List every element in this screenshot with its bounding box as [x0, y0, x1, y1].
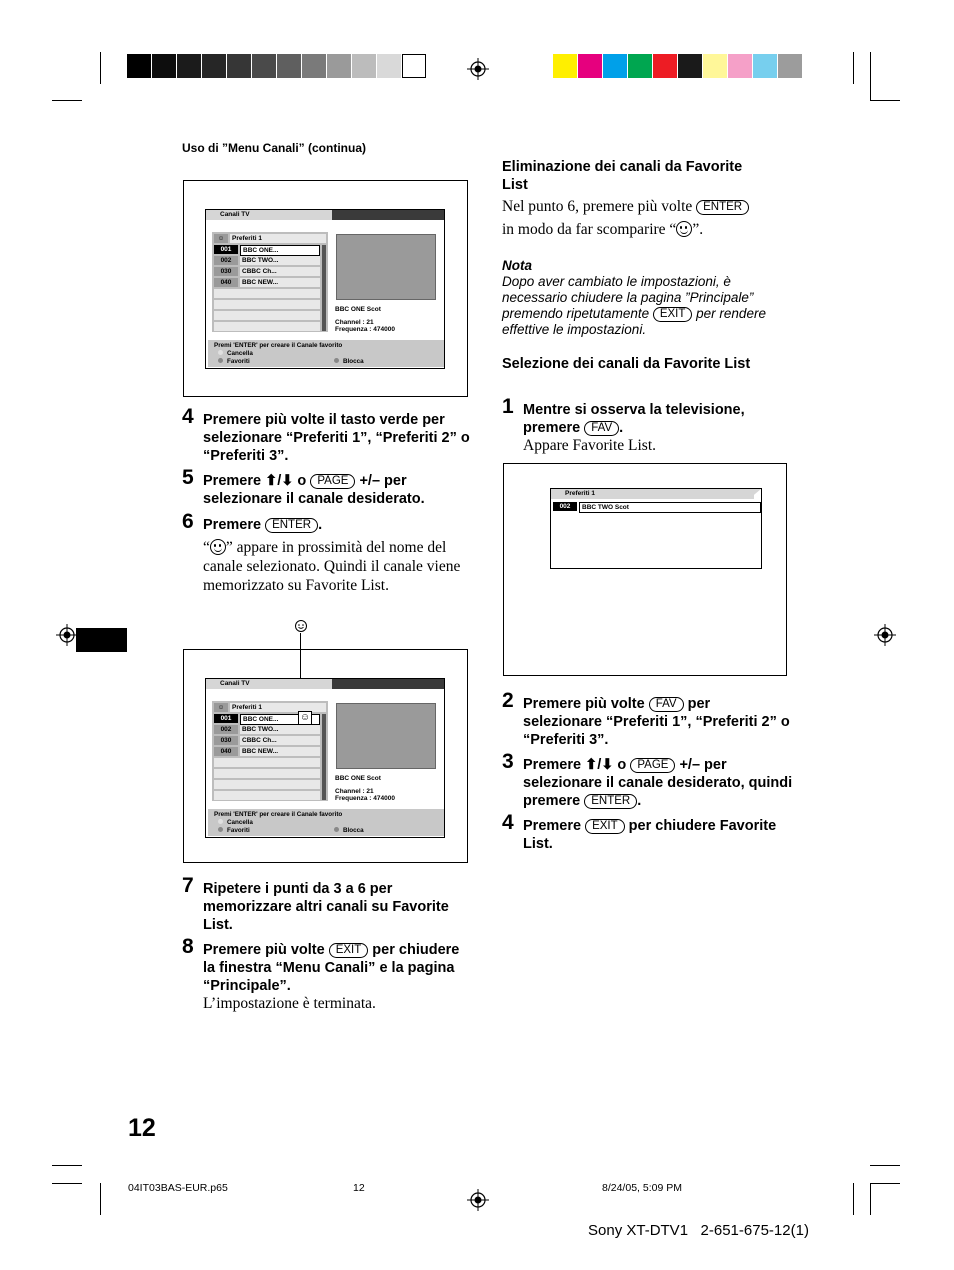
crop-mark	[870, 1165, 900, 1166]
color-swatch	[653, 54, 677, 78]
gray-swatch	[377, 54, 401, 78]
channel-list-pane: ☺ Preferiti 1 001 BBC ONE... 002 BBC TWO... 030 CBBC Ch... 040 BBC NEW...	[212, 232, 328, 332]
channel-list-pane: ☺ Preferiti 1 001 BBC ONE... 002 BBC TWO... 030 CBBC Ch... 040 BBC NEW... ☺	[212, 701, 328, 801]
registration-target-icon	[874, 624, 896, 646]
scrollbar[interactable]	[322, 714, 326, 800]
gray-swatch	[327, 54, 351, 78]
channel-info: BBC ONE Scot Channel : 21 Frequenza : 474000	[335, 775, 395, 802]
crop-mark	[870, 1183, 871, 1215]
color-swatch	[753, 54, 777, 78]
favorite-list-panel	[550, 488, 762, 569]
registration-target-icon	[56, 624, 78, 646]
hint-bar: Premi 'ENTER' per creare il Canale favorito Cancella Favoriti Blocca	[208, 809, 444, 836]
registration-target-icon	[467, 1189, 489, 1211]
list-title-row: ☺ Preferiti 1	[214, 234, 326, 243]
color-swatch	[553, 54, 577, 78]
color-swatch	[578, 54, 602, 78]
note-title: Nota	[502, 258, 532, 273]
gray-swatch	[402, 54, 426, 78]
page-key: PAGE	[630, 758, 675, 773]
color-swatch	[678, 54, 702, 78]
page-key: PAGE	[310, 474, 355, 489]
crop-mark	[870, 100, 900, 101]
color-swatch	[603, 54, 627, 78]
exit-key: EXIT	[585, 819, 625, 834]
crop-mark	[100, 52, 101, 84]
enter-key: ENTER	[265, 518, 318, 533]
gray-swatch	[302, 54, 326, 78]
gray-swatch	[127, 54, 151, 78]
preview-window	[336, 703, 436, 769]
footer-page: 12	[353, 1182, 365, 1194]
enter-key: ENTER	[696, 200, 749, 215]
right-step-4: 4 Premere EXIT per chiudere Favorite List.	[502, 811, 777, 852]
smiley-callout-icon	[294, 619, 308, 633]
note-block: Nota Dopo aver cambiato le impostazioni, è necessario chiudere la pagina ”Principale” premendo ripetutamente EXIT per rendere effettive le impostazioni.	[502, 258, 792, 338]
section-header: Uso di ”Menu Canali” (continua)	[182, 141, 367, 155]
crop-mark	[52, 1165, 82, 1166]
heading-eliminazione: Eliminazione dei canali da Favorite List	[502, 159, 743, 193]
gray-swatch	[277, 54, 301, 78]
channel-menu-1	[205, 209, 445, 369]
step-8: 8 Premere più volte EXIT per chiudere la finestra “Menu Canali” e la pagina “Principale”. L’impostazione è terminata.	[182, 935, 460, 1012]
elim-text: Nel punto 6, premere più volte ENTER in modo da far scomparire “ ”.	[502, 195, 792, 241]
smiley-icon	[676, 221, 692, 237]
gray-swatch	[227, 54, 251, 78]
crop-mark	[870, 1183, 900, 1184]
exit-key: EXIT	[329, 943, 369, 958]
right-step-3: 3 Premere ⬆/⬇ o PAGE +/– per selezionare il canale desiderato, quindi premere ENTER .	[502, 750, 793, 809]
heading-selezione: Selezione dei canali da Favorite List	[502, 356, 751, 372]
fav-key: FAV	[584, 421, 619, 436]
color-swatch	[778, 54, 802, 78]
gray-swatch	[177, 54, 201, 78]
fav-key: FAV	[649, 697, 684, 712]
gray-swatch	[202, 54, 226, 78]
crop-mark	[853, 1183, 854, 1215]
list-title-row: ☺ Preferiti 1	[214, 703, 326, 712]
menu-title: Canali TV	[206, 210, 444, 220]
registration-target-icon	[467, 58, 489, 80]
scrollbar[interactable]	[322, 245, 326, 331]
crop-mark	[870, 52, 871, 100]
crop-mark	[52, 1183, 82, 1184]
step-4: 4 Premere più volte il tasto verde per selezionare “Preferiti 1”, “Preferiti 2” o “Preferiti 3”.	[182, 405, 470, 464]
step-7: 7 Ripetere i punti da 3 a 6 per memorizzare altri canali su Favorite List.	[182, 874, 449, 933]
favorite-list-title: Preferiti 1	[551, 489, 754, 499]
list-item[interactable]: 002 BBC TWO Scot	[553, 502, 761, 511]
right-step-2: 2 Premere più volte FAV per selezionare “Preferiti 1”, “Preferiti 2” o “Preferiti 3”.	[502, 689, 790, 748]
footer-file: 04IT03BAS-EUR.p65	[128, 1182, 228, 1194]
exit-key: EXIT	[653, 307, 693, 322]
color-swatch	[728, 54, 752, 78]
smiley-icon	[210, 539, 226, 555]
step-5: 5 Premere ⬆/⬇ o PAGE +/– per selezionare il canale desiderato.	[182, 466, 425, 507]
gray-swatch	[352, 54, 376, 78]
right-step-1: 1 Mentre si osserva la televisione, premere FAV . Appare Favorite List.	[502, 395, 745, 454]
enter-key: ENTER	[584, 794, 637, 809]
preview-window	[336, 234, 436, 300]
color-swatch	[628, 54, 652, 78]
section-tab	[76, 628, 127, 652]
crop-mark	[100, 1183, 101, 1215]
gray-swatch	[152, 54, 176, 78]
crop-mark	[853, 52, 854, 84]
step-6: 6 Premere ENTER . “ ” appare in prossimità del nome del canale selezionato. Quindi il canale viene memorizzato su Favorite List.	[182, 510, 461, 594]
channel-menu-2	[205, 678, 445, 838]
color-swatch	[703, 54, 727, 78]
menu-title: Canali TV	[206, 679, 444, 689]
channel-info: BBC ONE Scot Channel : 21 Frequenza : 474000	[335, 306, 395, 333]
footer-date: 8/24/05, 5:09 PM	[602, 1182, 682, 1194]
crop-mark	[52, 100, 82, 101]
gray-swatch	[252, 54, 276, 78]
favorite-marker-icon: ☺	[299, 712, 311, 723]
hint-bar: Premi 'ENTER' per creare il Canale favorito Cancella Favoriti Blocca	[208, 340, 444, 367]
page-number: 12	[128, 1114, 156, 1142]
footer-model: Sony XT-DTV1 2-651-675-12(1)	[588, 1222, 809, 1239]
